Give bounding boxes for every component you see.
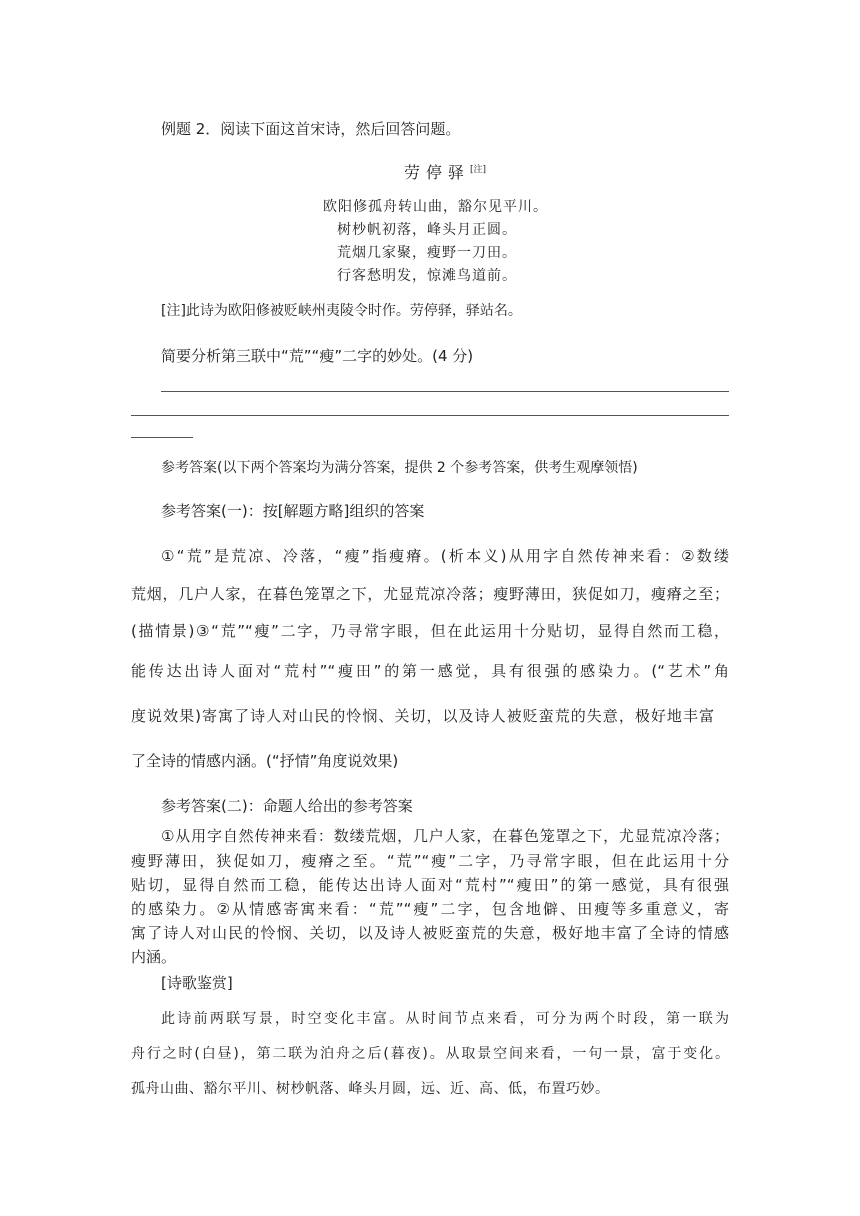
appreciation-line: 舟行之时(白昼)，第二联为泊舟之后(暮夜)。从取景空间来看，一句一景，富于变化。	[131, 1046, 729, 1062]
answer2-line: 的感染力。②从情感寄寓来看：“荒”“瘦”二字，包含地僻、田瘦等多重意义，寄	[131, 900, 729, 918]
answer2-title: 参考答案(二)：命题人给出的参考答案	[161, 797, 413, 815]
answer1-line: (描情景)③“荒”“瘦”二字，乃寻常字眼，但在此运用十分贴切，显得自然而工稳，	[131, 622, 729, 640]
appreciation-line: 此诗前两联写景，时空变化丰富。从时间节点来看，可分为两个时段，第一联为	[161, 1011, 729, 1027]
appreciation-line: 孤舟山曲、豁尔平川、树杪帆落、峰头月圆，远、近、高、低，布置巧妙。	[131, 1081, 610, 1097]
answer1-line: ①“荒”是荒凉、冷落，“瘦”指瘦瘠。(析本义)从用字自然传神来看：②数缕	[161, 547, 729, 565]
answer1-title: 参考答案(一)：按[解题方略]组织的答案	[161, 502, 425, 520]
answer-line	[131, 415, 729, 416]
answer1-line: 了全诗的情感内涵。(“抒情”角度说效果)	[131, 752, 399, 770]
answers-intro: 参考答案(以下两个答案均为满分答案，提供 2 个参考答案，供考生观摩领悟)	[161, 460, 638, 476]
answer1-line: 度说效果)寄寓了诗人对山民的怜悯、关切，以及诗人被贬蛮荒的失意，极好地丰富	[131, 707, 714, 725]
answer2-line: 内涵。	[131, 948, 177, 966]
answer-line	[161, 391, 729, 392]
question-text: 简要分析第三联中“荒”“瘦”二字的妙处。(4 分)	[161, 347, 474, 365]
appreciation-title: [诗歌鉴赏]	[161, 974, 233, 992]
poem-note-mark: [注]	[470, 165, 487, 175]
answer2-line: ①从用字自然传神来看：数缕荒烟，几户人家，在暮色笼罩之下，尤显荒凉冷落；	[161, 827, 729, 845]
answer2-line: 贴切，显得自然而工稳，能传达出诗人面对“荒村”“瘦田”的第一感觉，具有很强	[131, 876, 729, 894]
answer1-line: 荒烟，几户人家，在暮色笼罩之下，尤显荒凉冷落；瘦野薄田，狭促如刀，瘦瘠之至；	[131, 585, 729, 603]
answer1-line: 能传达出诗人面对“荒村”“瘦田”的第一感觉，具有很强的感染力。(“艺术”角	[131, 662, 729, 680]
answer2-line: 寓了诗人对山民的怜悯、关切，以及诗人被贬蛮荒的失意，极好地丰富了全诗的情感	[131, 924, 729, 942]
poem-line: 树杪帆初落，峰头月正圆。	[337, 222, 517, 238]
answer-line-short	[131, 437, 193, 438]
poem-note: [注]此诗为欧阳修被贬峡州夷陵令时作。劳停驿，驿站名。	[161, 303, 522, 319]
poem-line: 欧阳修孤舟转山曲，豁尔见平川。	[323, 199, 548, 215]
poem-title-text: 劳停驿	[404, 163, 471, 182]
poem-line: 荒烟几家聚，瘦野一刀田。	[337, 245, 517, 261]
answer2-line: 瘦野薄田，狭促如刀，瘦瘠之至。“荒”“瘦”二字，乃寻常字眼，但在此运用十分	[131, 852, 729, 870]
poem-line: 行客愁明发，惊滩鸟道前。	[337, 268, 517, 284]
example-heading: 例题 2．阅读下面这首宋诗，然后回答问题。	[161, 120, 461, 138]
poem-title	[404, 160, 486, 183]
